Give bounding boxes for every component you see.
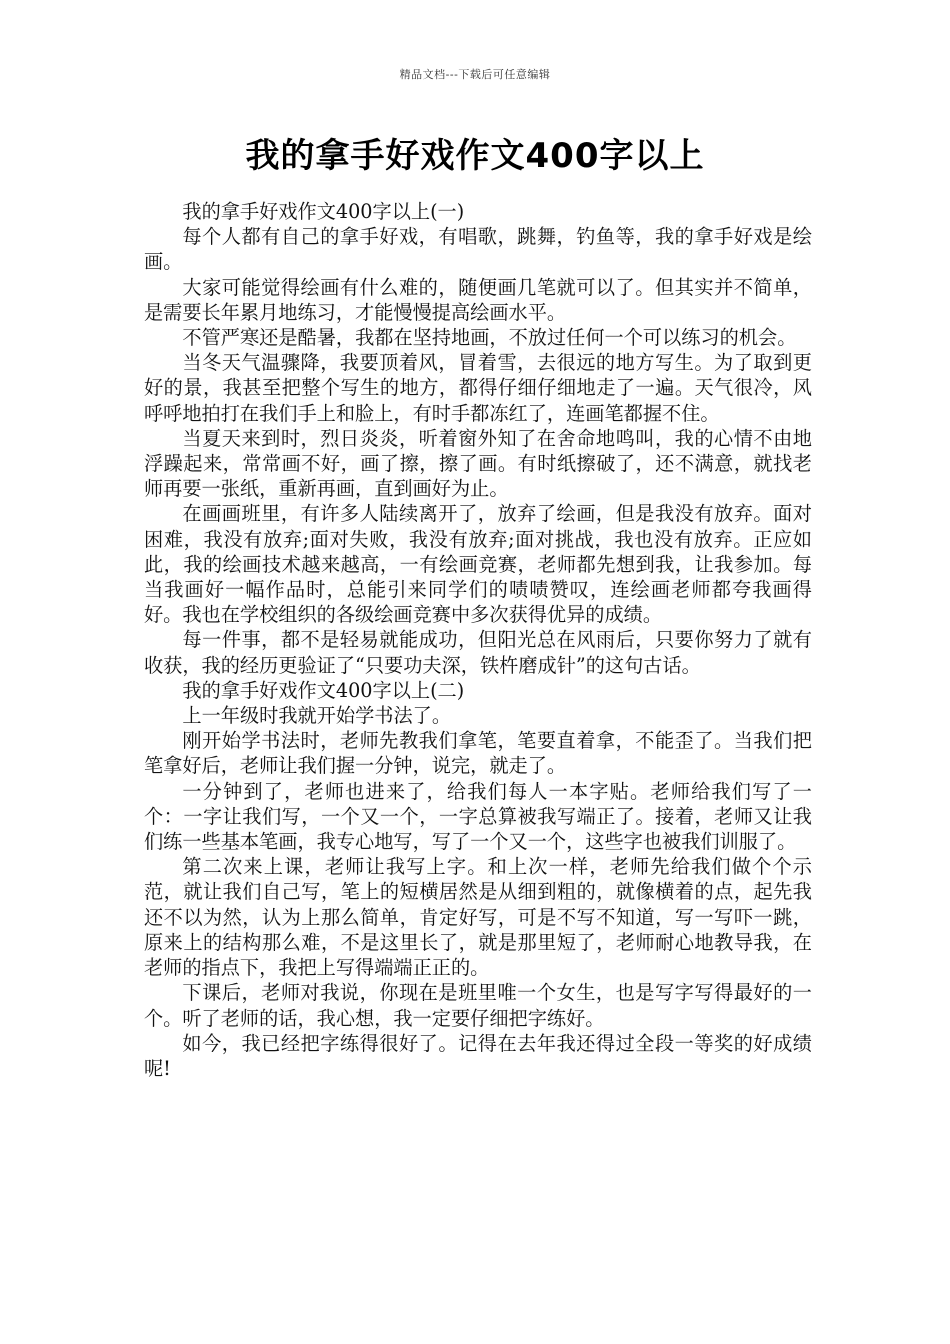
paragraph: 当冬天气温骤降，我要顶着风，冒着雪，去很远的地方写生。为了取到更好的景，我甚至把整个写生的地方，都得仔细仔细地走了一遍。天气很冷，风呼呼地拍打在我们手上和脸上，有时手都冻红了，连画笔都握不住。 [144,351,812,425]
paragraph: 上一年级时我就开始学书法了。 [182,704,452,728]
paragraph-section-heading-1: 我的拿手好戏作文400字以上(一) [182,200,465,223]
paragraph: 一分钟到了，老师也进来了，给我们每人一本字贴。老师给我们写了一个：一字让我们写，一个又一个，一字总算被我写端正了。接着，老师又让我们练一些基本笔画，我专心地写，写了一个又一个，这些字也被我们训服了。 [144,779,812,854]
paragraph: 下课后，老师对我说，你现在是班里唯一个女生，也是写字写得最好的一个。听了老师的话，我心想，我一定要仔细把字练好。 [144,981,812,1030]
paragraph: 每个人都有自己的拿手好戏，有唱歌，跳舞，钓鱼等，我的拿手好戏是绘画。 [144,225,812,274]
paragraph: 大家可能觉得绘画有什么难的，随便画几笔就可以了。但其实并不简单，是需要长年累月地练习，才能慢慢提高绘画水平。 [144,275,812,324]
document-title: 我的拿手好戏作文400字以上 [245,136,705,176]
header-note: 精品文档---下载后可任意编辑 [399,68,551,81]
paragraph: 刚开始学书法时，老师先教我们拿笔，笔要直着拿，不能歪了。当我们把笔拿好后，老师让我们握一分钟，说完，就走了。 [144,729,812,778]
paragraph: 在画画班里，有许多人陆续离开了，放弃了绘画，但是我没有放弃。面对困难，我没有放弃;面对失败，我没有放弃;面对挑战，我也没有放弃。正应如此，我的绘画技术越来越高，一有绘画竞赛，老师都先想到我，让我参加。每当我画好一幅作品时，总能引来同学们的啧啧赞叹，连绘画老师都夸我画得好。我也在学校组织的各级绘画竞赛中多次获得优异的成绩。 [144,502,812,627]
article-body [144,199,812,1081]
paragraph: 不管严寒还是酷暑，我都在坚持地画，不放过任何一个可以练习的机会。 [182,326,797,350]
paragraph: 每一件事，都不是轻易就能成功，但阳光总在风雨后，只要你努力了就有收获，我的经历更验证了“只要功夫深，铁杵磨成针”的这句古话。 [144,628,812,677]
paragraph: 第二次来上课，老师让我写上字。和上次一样，老师先给我们做个个示范，就让我们自己写，笔上的短横居然是从细到粗的，就像横着的点，起先我还不以为然，认为上那么简单，肯定好写，可是不写不知道，写一写吓一跳，原来上的结构那么难，不是这里长了，就是那里短了，老师耐心地教导我，在老师的指点下，我把上写得端端正正的。 [144,855,812,980]
paragraph: 如今，我已经把字练得很好了。记得在去年我还得过全段一等奖的好成绩呢! [144,1031,812,1080]
paragraph: 当夏天来到时，烈日炎炎，听着窗外知了在舍命地鸣叫，我的心情不由地浮躁起来，常常画不好，画了擦，擦了画。有时纸擦破了，还不满意，就找老师再要一张纸，重新再画，直到画好为止。 [144,426,812,501]
paragraph-section-heading-2: 我的拿手好戏作文400字以上(二) [182,678,465,702]
